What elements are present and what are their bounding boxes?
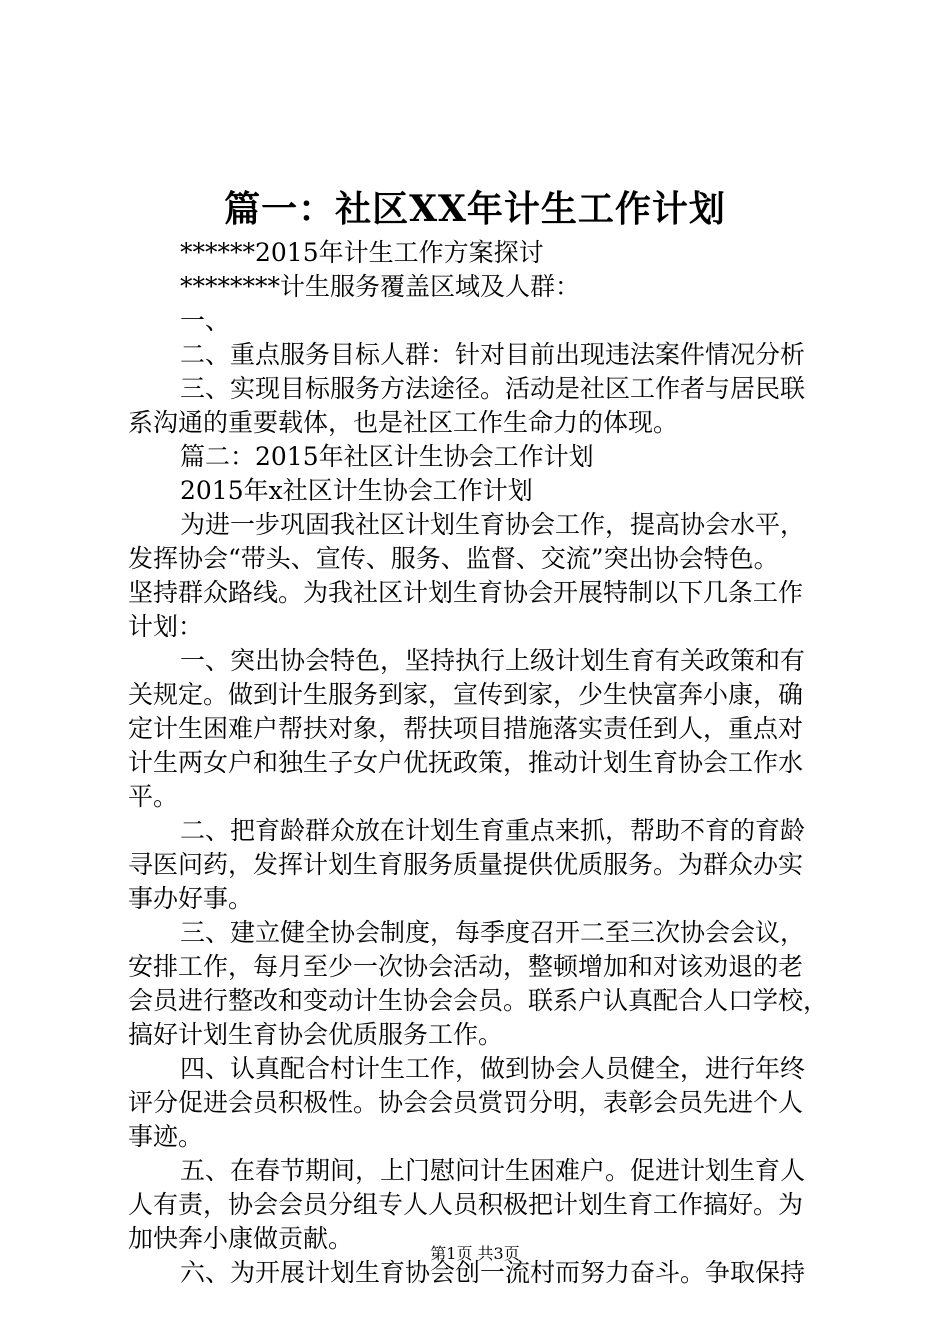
text-line: 2015年x社区计生协会工作计划 [180,476,533,505]
text-line: 安排工作，每月至少一次协会活动，整顿增加和对该劝退的老 [128,952,804,981]
text-line: 四、认真配合村计生工作，做到协会人员健全，进行年终 [180,1054,806,1083]
text-line: 定计生困难户帮扶对象，帮扶项目措施落实责任到人，重点对 [128,714,804,743]
document-title: 篇一：社区XX年计生工作计划 [224,188,726,230]
text-line: 二、把育龄群众放在计划生育重点来抓，帮助不育的育龄 [180,816,806,845]
text-line: 会员进行整改和变动计生协会会员。联系户认真配合人口学校， [128,986,829,1015]
text-line: 为进一步巩固我社区计划生育协会工作，提高协会水平， [180,510,806,539]
text-line: 事办好事。 [128,884,254,913]
text-line: 坚持群众路线。为我社区计划生育协会开展特制以下几条工作 [128,578,804,607]
text-line: 一、 [180,306,231,335]
text-line: 发挥协会“带头、宣传、服务、监督、交流”突出协会特色。 [128,544,779,573]
text-line: 加快奔小康做贡献。 [128,1224,354,1253]
text-line: 搞好计划生育协会优质服务工作。 [128,1020,504,1049]
text-line: 三、实现目标服务方法途径。活动是社区工作者与居民联 [180,374,806,403]
text-line: 人有责，协会会员分组专人人员积极把计划生育工作搞好。为 [128,1190,804,1219]
text-line: 计划： [128,612,204,641]
document-body [128,236,830,1290]
text-line: 关规定。做到计生服务到家，宣传到家，少生快富奔小康，确 [128,680,804,709]
text-line: 事迹。 [128,1122,204,1151]
text-line: 系沟通的重要载体，也是社区工作生命力的体现。 [128,408,679,437]
text-line: ********计生服务覆盖区域及人群： [180,272,581,301]
text-line: 二、重点服务目标人群：针对目前出现违法案件情况分析 [180,340,806,369]
text-line: 评分促进会员积极性。协会会员赏罚分明，表彰会员先进个人 [128,1088,804,1117]
text-line: 计生两女户和独生子女户优抚政策，推动计划生育协会工作水 [128,748,804,777]
text-line: 篇二：2015年社区计生协会工作计划 [180,442,594,471]
text-line: 三、建立健全协会制度，每季度召开二至三次协会会议， [180,918,806,947]
text-line: 六、为开展计划生育协会创一流村而努力奋斗。争取保持 [180,1258,806,1287]
page-number-footer: 第1页 共3页 [430,1244,520,1263]
text-line: 五、在春节期间，上门慰问计生困难户。促进计划生育人 [180,1156,806,1185]
text-line: 寻医问药，发挥计划生育服务质量提供优质服务。为群众办实 [128,850,804,879]
text-line: 一、突出协会特色，坚持执行上级计划生育有关政策和有 [180,646,806,675]
text-line: ******2015年计生工作方案探讨 [180,238,544,267]
text-line: 平。 [128,782,179,811]
